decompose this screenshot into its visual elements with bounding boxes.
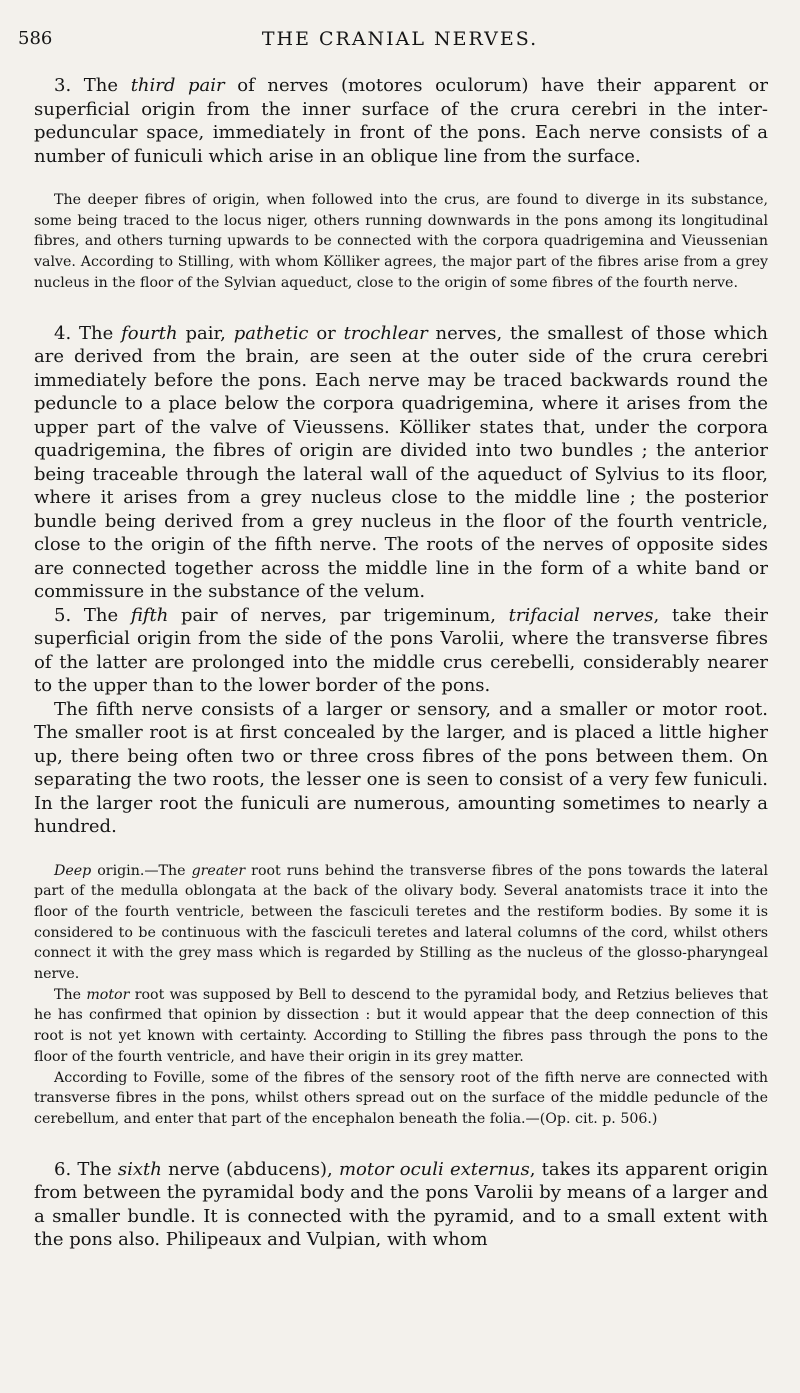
note-foville: According to Foville, some of the fibres of the sensory root of the fifth nerve are connected with transverse fibres in the pons, whilst others spread out on the surface of the middle peduncle of the cerebellum, and enter that part of the encephalon beneath the folia.—(Op. cit. p. 506.) (34, 1069, 768, 1127)
page-body (34, 74, 768, 1252)
note-deep-origin: Deep origin.—The greater root runs behind the transverse fibres of the pons towards the lateral part of the medulla oblongata at the back of the olivary body. Several anatomists trace it into the floor of the fourth ventricle, between the fasciculi teretes and the restiform bodies. By some it is considered to be continuous with the fasciculi teretes and lateral columns of the cord, whilst others connect it with the grey mass which is regarded by Stilling as the nucleus of the glosso-pharyngeal nerve. (34, 862, 768, 983)
paragraph-sixth-nerve: 6. The sixth nerve (abducens), motor oculi externus, takes its apparent origin from between the pyramidal body and the pons Varolii by means of a larger and a smaller bundle. It is connected with the pyramid, and to a small extent with the pons also. Philipeaux and Vulpian, with whom (34, 1158, 769, 1251)
paragraph-fifth-pair: 5. The fifth pair of nerves, par trigeminum, trifacial nerves, take their superficial origin from the side of the pons Varolii, where the transverse fibres of the latter are prolonged into the middle crus cerebelli, considerably nearer to the upper than to the lower border of the pons. (34, 604, 769, 697)
paragraph-third-pair: 3. The third pair of nerves (motores oculorum) have their apparent or superficial origin from the inner surface of the crura cerebri in the inter-peduncular space, immediately in front of the pons. Each nerve consists of a number of funiculi which arise in an oblique line from the surface. (34, 75, 769, 167)
page-number: 586 (18, 28, 53, 49)
paragraph-fourth-pair: 4. The fourth pair, pathetic or trochlear nerves, the smallest of those which are derived from the brain, are seen at the outer side of the crura cerebri immediately before the pons. Each nerve may be traced backwards round the peduncle to a place below the corpora quadrigemina, where it arises from the upper part of the valve of Vieussens. Kölliker states that, under the corpora quadrigemina, the fibres of origin are divided into two bundles ; the anterior being traceable through the lateral wall of the aqueduct of Sylvius to its floor, where it arises from a grey nucleus close to the middle line ; the posterior bundle being derived from a grey nucleus in the floor of the fourth ventricle, close to the origin of the fifth nerve. The roots of the nerves of opposite sides are connected together across the middle line in the form of a white band or commissure in the substance of the velum. (34, 322, 769, 603)
running-head: THE CRANIAL NERVES. (261, 28, 539, 50)
note-motor-root: The motor root was supposed by Bell to descend to the pyramidal body, and Retzius believes that he has confirmed that opinion by dissection : but it would appear that the deep connection of this root is not yet known with certainty. According to Stilling the fibres pass through the pons to the floor of the fourth ventricle, and have their origin in its grey matter. (34, 986, 769, 1065)
page-header (18, 28, 782, 54)
note-third-pair-deeper-fibres: The deeper fibres of origin, when followed into the crus, are found to diverge in its substance, some being traced to the locus niger, others running downwards in the pons among its longitudinal fibres, and others turning upwards to be connected with the corpora quadrigemina and Vieussenian valve. According to Stilling, with whom Kölliker agrees, the major part of the fibres arise from a grey nucleus in the floor of the Sylvian aqueduct, close to the origin of some fibres of the fourth nerve. (34, 192, 768, 291)
paragraph-fifth-nerve-roots: The fifth nerve consists of a larger or sensory, and a smaller or motor root. The smaller root is at first concealed by the larger, and is placed a little higher up, there being often two or three cross fibres of the pons between them. On separating the two roots, the lesser one is seen to consist of a very few funiculi. In the larger root the funiculi are numerous, amounting sometimes to nearly a hundred. (34, 698, 768, 838)
